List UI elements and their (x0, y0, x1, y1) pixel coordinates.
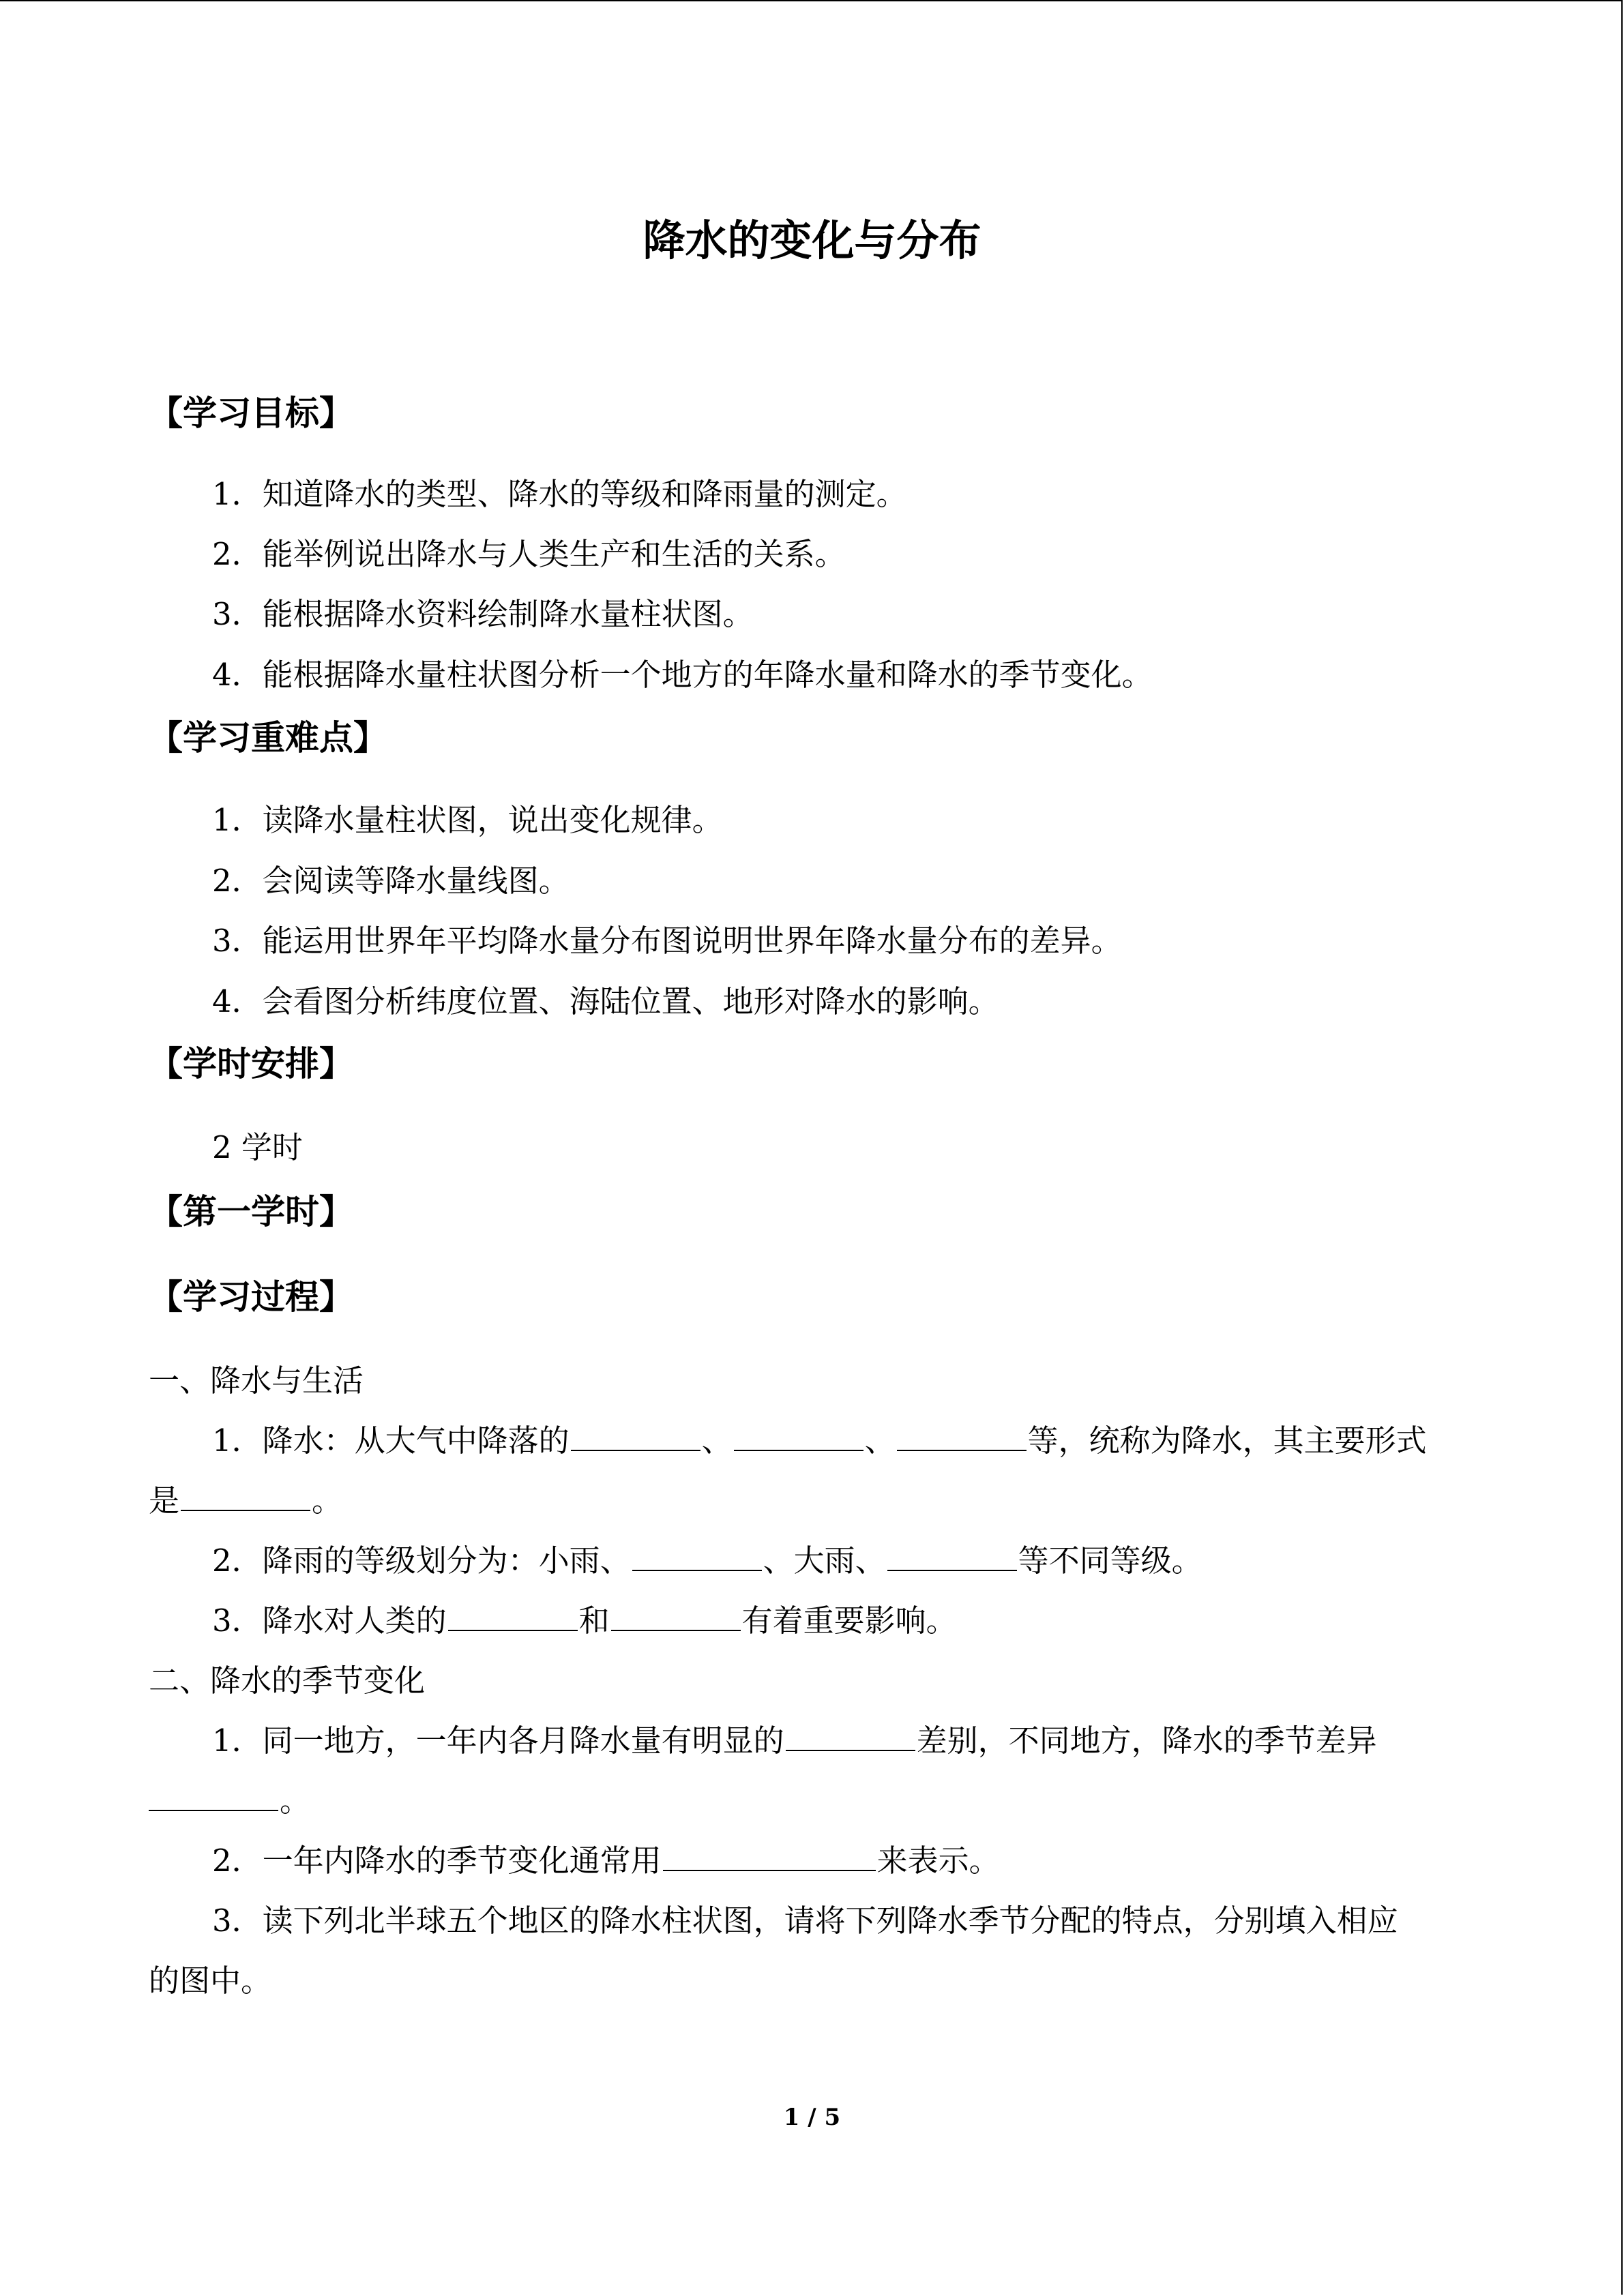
part2-q2-text-a: 2．一年内降水的季节变化通常用 (212, 1843, 662, 1879)
difficulty-item-2: 2．会阅读等降水量线图。 (212, 863, 570, 899)
part2-q2-text-b: 来表示。 (876, 1843, 1000, 1879)
part1-q1-text-c: 是 (149, 1482, 180, 1519)
part2-q1-line1 (212, 1717, 1377, 1765)
goal-item-4: 4．能根据降水量柱状图分析一个地方的年降水量和降水的季节变化。 (212, 657, 1153, 693)
fill-blank[interactable] (663, 1843, 876, 1872)
part2-q1-text-b: 差别，不同地方，降水的季节差异 (916, 1723, 1377, 1759)
schedule-text: 2 学时 (212, 1129, 303, 1165)
fill-blank[interactable] (448, 1602, 578, 1632)
fill-blank[interactable] (734, 1422, 863, 1452)
section-heading-difficulties: 【学习重难点】 (149, 718, 387, 758)
page-title: 降水的变化与分布 (643, 215, 981, 265)
goal-item-3: 3．能根据降水资料绘制降水量柱状图。 (212, 596, 754, 632)
part1-q2-text-c: 等不同等级。 (1018, 1542, 1202, 1579)
part1-q3-text-b: 和 (578, 1602, 610, 1639)
part1-q3-text-a: 3．降水对人类的 (212, 1602, 447, 1639)
part1-q1-sep2: 、 (864, 1422, 896, 1459)
difficulty-item-4: 4．会看图分析纬度位置、海陆位置、地形对降水的影响。 (212, 983, 999, 1019)
part2-q3-line1: 3．读下列北半球五个地区的降水柱状图，请将下列降水季节分配的特点，分别填入相应 (212, 1903, 1398, 1939)
part1-q1-text-b: 等，统称为降水，其主要形式 (1027, 1422, 1427, 1459)
fill-blank[interactable] (632, 1542, 762, 1572)
part1-q1-line2 (149, 1477, 342, 1525)
fill-blank[interactable] (571, 1422, 700, 1452)
fill-blank[interactable] (611, 1602, 741, 1632)
part1-q1-text-d: 。 (312, 1482, 343, 1519)
part2-q1-text-a: 1．同一地方，一年内各月降水量有明显的 (212, 1723, 784, 1759)
part2-q1-text-c: 。 (280, 1783, 311, 1819)
part1-q2-text-b: 、大雨、 (763, 1542, 886, 1579)
section-heading-schedule: 【学时安排】 (149, 1044, 353, 1084)
goal-item-1: 1．知道降水的类型、降水的等级和降雨量的测定。 (212, 476, 907, 512)
section-heading-goals: 【学习目标】 (149, 393, 353, 433)
part1-q2 (212, 1537, 1202, 1585)
part1-q1-sep1: 、 (701, 1422, 733, 1459)
part1-q3-text-c: 有着重要影响。 (741, 1602, 957, 1639)
fill-blank[interactable] (897, 1422, 1027, 1452)
part2-q3-line2: 的图中。 (149, 1963, 272, 1999)
part1-q1-text-a: 1．降水：从大气中降落的 (212, 1422, 570, 1459)
part1-title: 一、降水与生活 (149, 1362, 364, 1399)
part1-q2-text-a: 2．降雨的等级划分为：小雨、 (212, 1542, 631, 1579)
difficulty-item-1: 1．读降水量柱状图，说出变化规律。 (212, 802, 723, 838)
fill-blank[interactable] (786, 1723, 915, 1752)
goal-item-2: 2．能举例说出降水与人类生产和生活的关系。 (212, 536, 846, 572)
fill-blank[interactable] (181, 1482, 310, 1512)
section-heading-process: 【学习过程】 (149, 1277, 353, 1317)
part1-q1-line1 (212, 1417, 1427, 1465)
page-number: 1 / 5 (783, 2104, 841, 2131)
part2-title: 二、降水的季节变化 (149, 1663, 426, 1699)
difficulty-item-3: 3．能运用世界年平均降水量分布图说明世界年降水量分布的差异。 (212, 923, 1122, 959)
fill-blank[interactable] (887, 1542, 1017, 1572)
part2-q2 (212, 1837, 1000, 1885)
section-heading-period1: 【第一学时】 (149, 1192, 353, 1232)
fill-blank[interactable] (149, 1783, 278, 1812)
part1-q3 (212, 1597, 957, 1645)
part2-q1-line2 (149, 1777, 310, 1825)
